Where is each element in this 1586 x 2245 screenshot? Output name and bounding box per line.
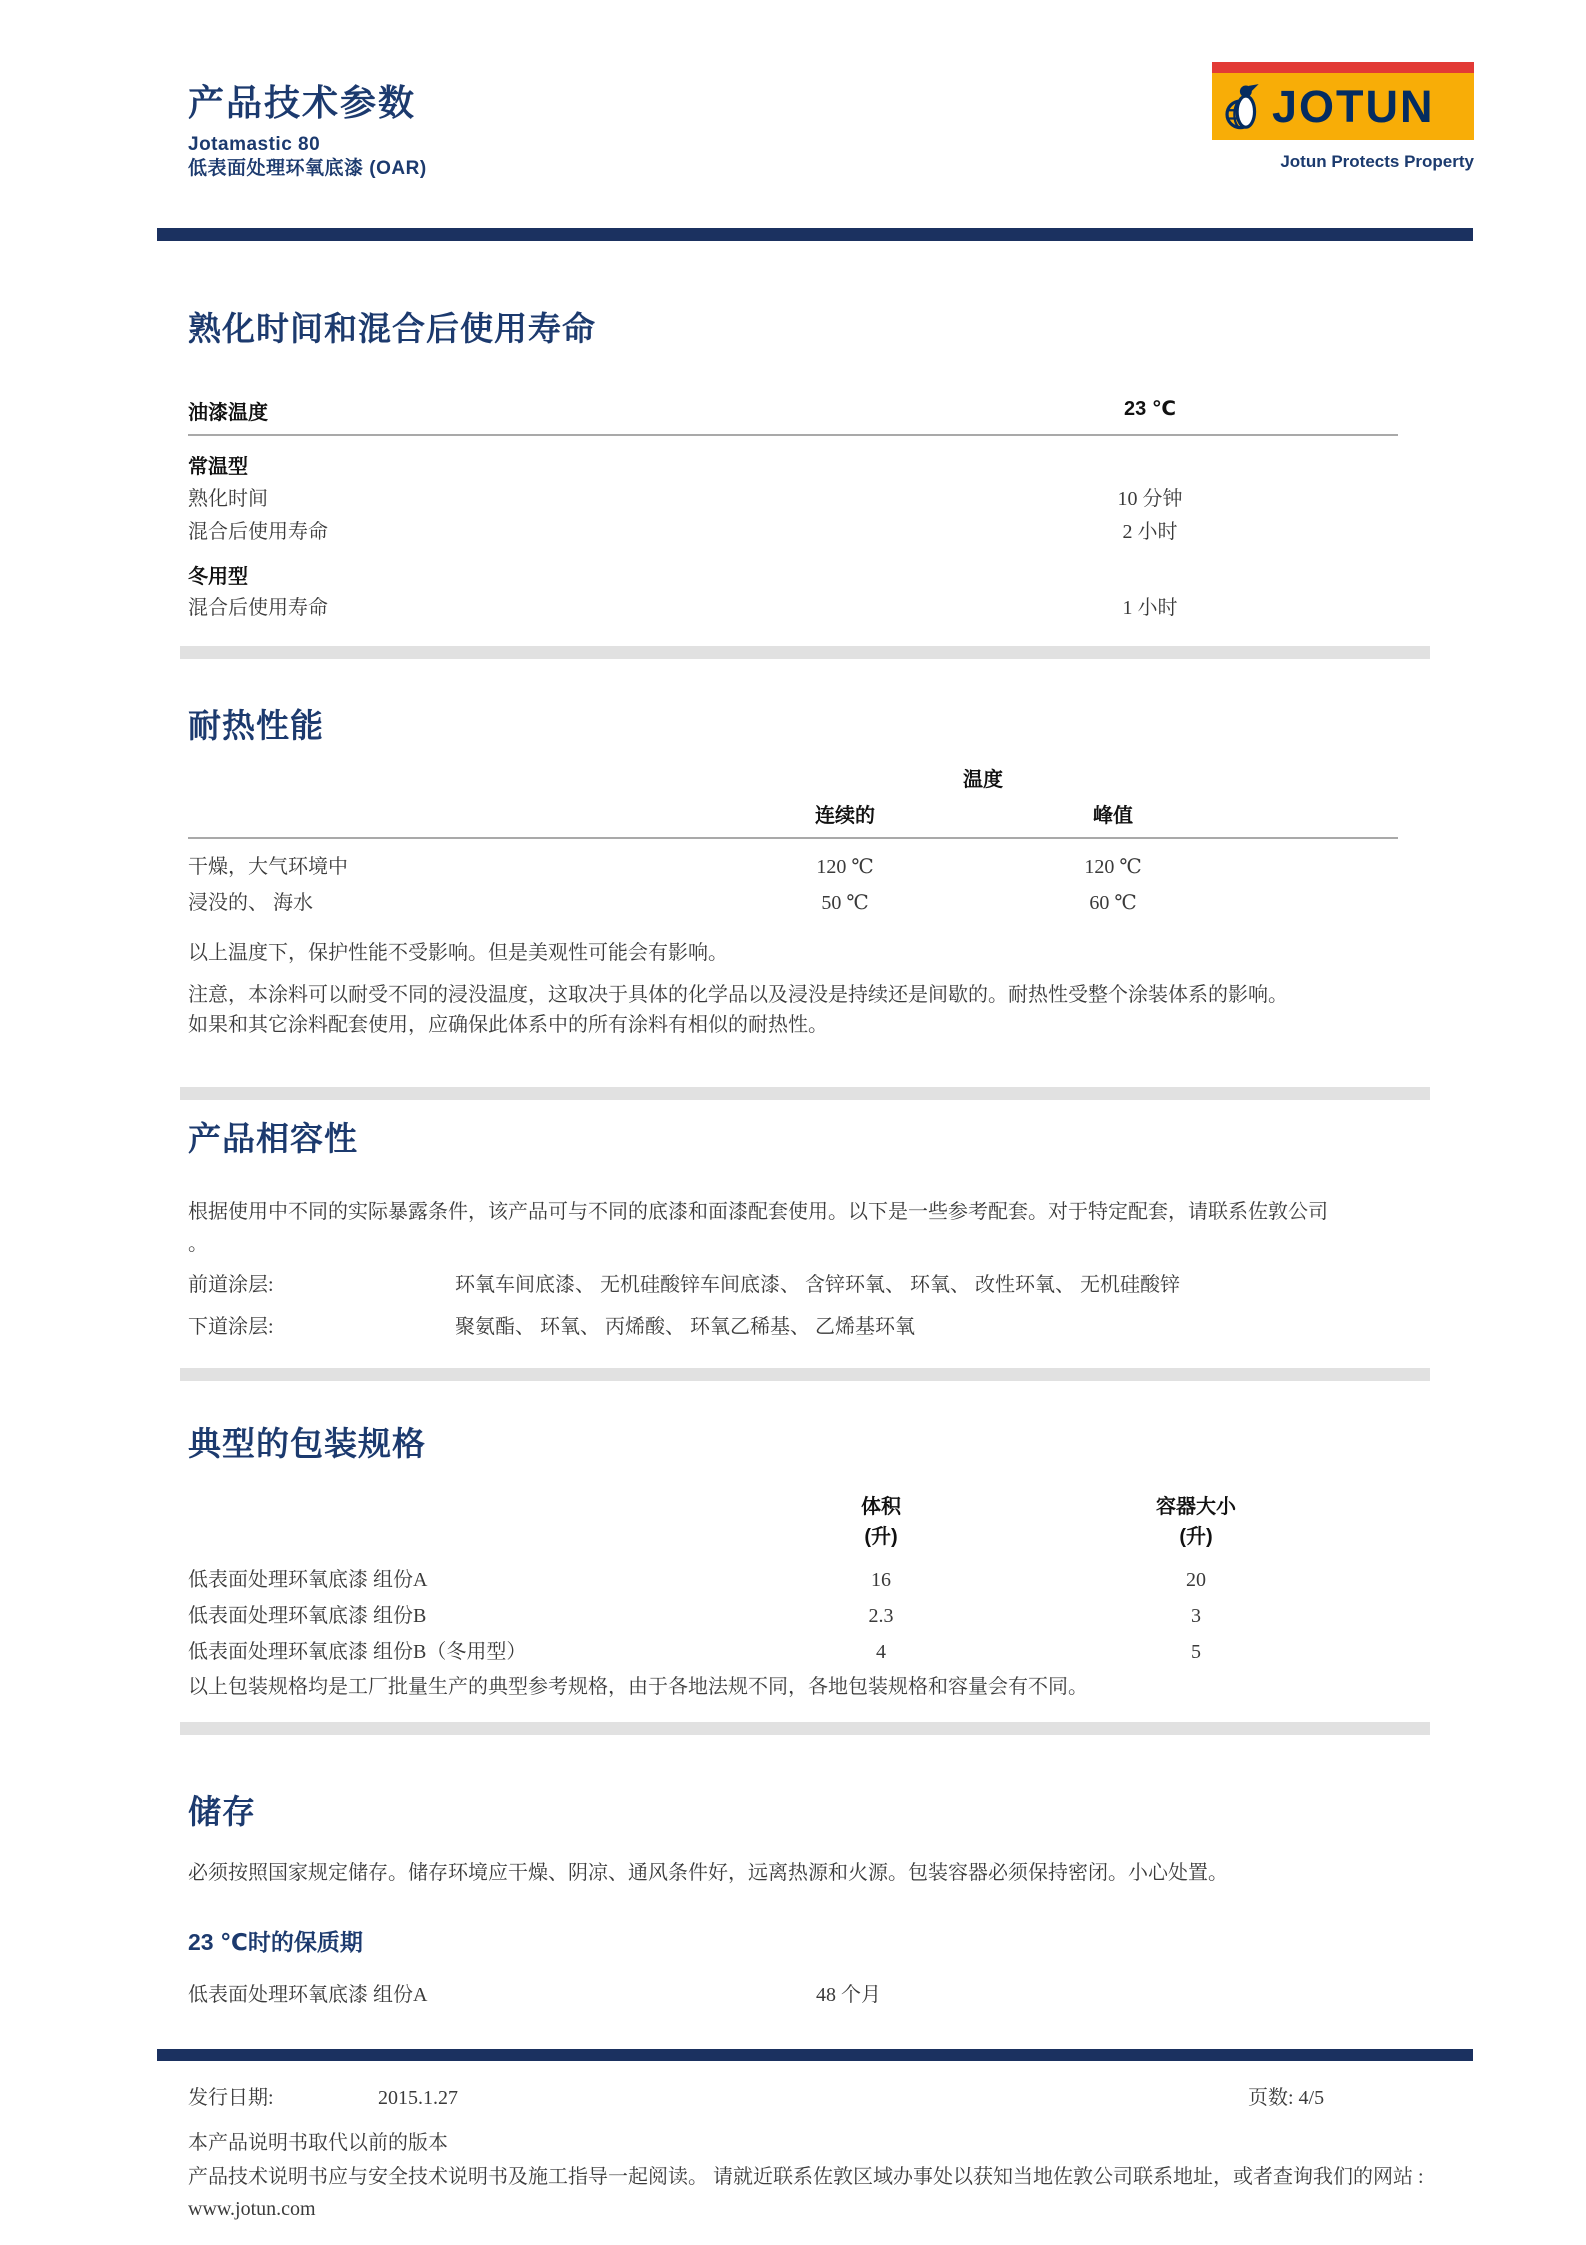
heat-row-label: 浸没的、 海水 (188, 892, 313, 914)
curing-group1-name: 常温型 (188, 456, 248, 478)
product-name: Jotamastic 80 (188, 134, 321, 155)
packaging-row-volume: 4 (876, 1641, 886, 1663)
logo-tagline: Jotun Protects Property (1280, 152, 1474, 171)
footer-note2: 产品技术说明书应与安全技术说明书及施工指导一起阅读。 请就近联系佐敦区域办事处以获知当地佐敦公司联系地址，或者查询我们的网站 : (188, 2166, 1424, 2188)
heat-row-peak: 120 ℃ (1084, 856, 1142, 878)
page-number: 页数: 4/5 (1248, 2087, 1325, 2109)
heat-table-rule (188, 837, 1398, 839)
packaging-row-volume: 16 (871, 1569, 891, 1591)
heat-row-continuous: 120 ℃ (816, 856, 874, 878)
curing-row-label: 混合后使用寿命 (188, 597, 328, 619)
packaging-row-label: 低表面处理环氧底漆 组份A (188, 1569, 428, 1591)
section-title-heat: 耐热性能 (188, 707, 324, 744)
heat-row-peak: 60 ℃ (1089, 892, 1137, 914)
section-separator (180, 646, 1430, 659)
curing-group2-name: 冬用型 (188, 566, 248, 588)
compatibility-intro-line1: 根据使用中不同的实际暴露条件，该产品可与不同的底漆和面漆配套使用。以下是一些参考配套。对于特定配套，请联系佐敦公司 (188, 1201, 1328, 1223)
previous-coat-value: 环氧车间底漆、 无机硅酸锌车间底漆、 含锌环氧、 环氧、 改性环氧、 无机硅酸锌 (455, 1274, 1180, 1296)
section-separator (180, 1087, 1430, 1100)
shelf-life-row-label: 低表面处理环氧底漆 组份A (188, 1984, 428, 2006)
packaging-row-size: 3 (1191, 1605, 1201, 1627)
curing-row-value: 10 分钟 (1117, 488, 1183, 510)
product-variant: 低表面处理环氧底漆 (OAR) (188, 158, 427, 179)
section-separator (180, 1368, 1430, 1381)
packaging-row-label: 低表面处理环氧底漆 组份B (188, 1605, 427, 1627)
heat-temp-header: 温度 (963, 769, 1003, 791)
footer-website: www.jotun.com (188, 2198, 316, 2220)
packaging-col2-unit: (升) (1179, 1526, 1213, 1548)
issue-date-label: 发行日期: (188, 2087, 274, 2109)
header-divider-bar (157, 228, 1473, 241)
packaging-row-size: 5 (1191, 1641, 1201, 1663)
storage-text: 必须按照国家规定储存。储存环境应干燥、阴凉、通风条件好，远离热源和火源。包装容器必须保持密闭。小心处置。 (188, 1862, 1228, 1884)
footer-divider-bar (157, 2049, 1473, 2061)
logo-red-stripe (1212, 62, 1474, 73)
heat-row-continuous: 50 ℃ (821, 892, 869, 914)
shelf-life-row-value: 48 个月 (816, 1984, 881, 2006)
page-title: 产品技术参数 (188, 82, 417, 123)
jotun-penguin-globe-icon (1222, 81, 1266, 133)
curing-row-value: 1 小时 (1122, 597, 1178, 619)
curing-row-value: 2 小时 (1122, 521, 1178, 543)
heat-col-peak: 峰值 (1093, 805, 1133, 827)
curing-header-value: 23 ℃ (1123, 398, 1177, 420)
packaging-row-size: 20 (1186, 1569, 1206, 1591)
shelf-life-heading: 23 ℃时的保质期 (188, 1929, 363, 1955)
packaging-col1-unit: (升) (864, 1526, 898, 1548)
heat-note2-line2: 如果和其它涂料配套使用，应确保此体系中的所有涂料有相似的耐热性。 (188, 1014, 828, 1036)
section-title-compatibility: 产品相容性 (188, 1120, 358, 1157)
logo-yellow-panel (1212, 73, 1474, 140)
section-title-curing: 熟化时间和混合后使用寿命 (188, 310, 596, 347)
logo-wordmark: JOTUN (1272, 81, 1435, 132)
packaging-note: 以上包装规格均是工厂批量生产的典型参考规格，由于各地法规不同，各地包装规格和容量会有不同。 (188, 1676, 1088, 1698)
subsequent-coat-value: 聚氨酯、 环氧、 丙烯酸、 环氧乙稀基、 乙烯基环氧 (455, 1316, 915, 1338)
heat-note1: 以上温度下，保护性能不受影响。但是美观性可能会有影响。 (188, 942, 728, 964)
curing-row-label: 熟化时间 (188, 488, 268, 510)
packaging-row-volume: 2.3 (868, 1605, 894, 1627)
section-title-packaging: 典型的包装规格 (188, 1425, 426, 1462)
packaging-col2-title: 容器大小 (1156, 1496, 1236, 1518)
packaging-col1-title: 体积 (861, 1496, 901, 1518)
compatibility-intro-line2: 。 (188, 1233, 208, 1255)
issue-date-value: 2015.1.27 (378, 2087, 458, 2109)
curing-table-rule (188, 434, 1398, 436)
footer-note1: 本产品说明书取代以前的版本 (188, 2132, 448, 2154)
section-title-storage: 储存 (188, 1793, 256, 1830)
previous-coat-label: 前道涂层: (188, 1274, 274, 1296)
jotun-logo (1212, 62, 1474, 140)
heat-note2-line1: 注意，本涂料可以耐受不同的浸没温度，这取决于具体的化学品以及浸没是持续还是间歇的。耐热性受整个涂装体系的影响。 (188, 984, 1288, 1006)
packaging-row-label: 低表面处理环氧底漆 组份B（冬用型） (188, 1641, 527, 1663)
section-separator (180, 1722, 1430, 1735)
curing-row-label: 混合后使用寿命 (188, 521, 328, 543)
curing-header-label: 油漆温度 (188, 402, 268, 424)
heat-col-continuous: 连续的 (815, 805, 875, 827)
heat-row-label: 干燥，大气环境中 (188, 856, 348, 878)
subsequent-coat-label: 下道涂层: (188, 1316, 274, 1338)
